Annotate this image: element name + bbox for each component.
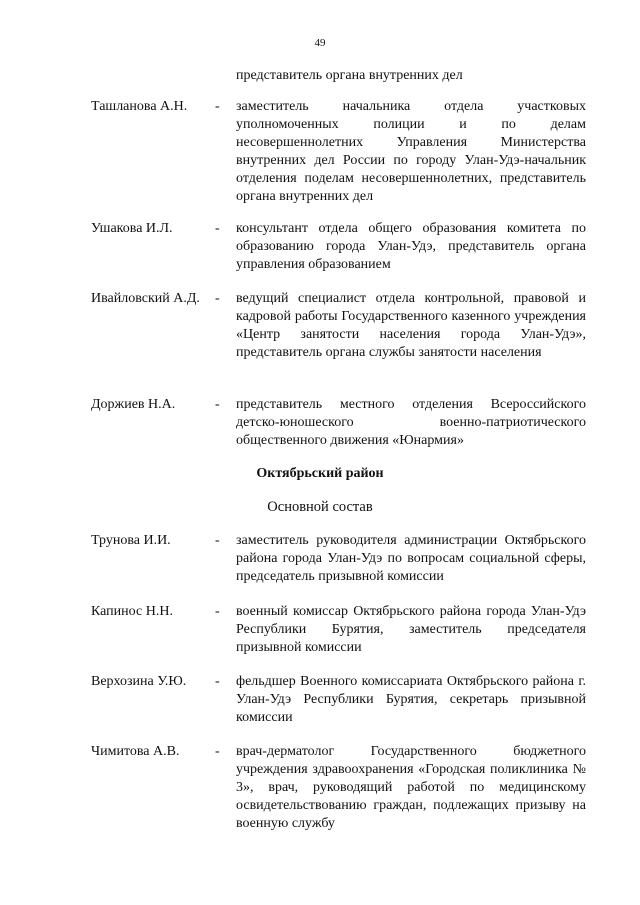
page-number: 49 (314, 37, 326, 49)
continuation-text: представитель органа внутренних дел (236, 68, 463, 83)
member-description: врач-дерматолог Государственного бюджетного учреждения здравоохранения «Городская поликлиника № 3», врач, руководящий работой по медицинскому освидетельствованию граждан, подлежащих призыву на военную службу (236, 744, 586, 831)
member-name: Ташланова А.Н. (91, 99, 188, 114)
member-description: заместитель руководителя администрации Октябрьского района города Улан-Удэ по вопросам социальной сферы, председатель призывной комиссии (236, 533, 586, 584)
member-name: Трунова И.И. (91, 533, 171, 548)
member-dash: - (215, 99, 220, 114)
member-name: Капинос Н.Н. (91, 604, 173, 619)
member-description: заместитель начальника отдела участковых уполномоченных полиции и по делам несовершеннолетних Управления Министерства внутренних дел России по городу Улан-Удэ-начальник отделения поделам несовершеннолетних, представитель органа внутренних дел (236, 99, 586, 204)
member-name: Доржиев Н.А. (91, 397, 176, 412)
member-name: Чимитова А.В. (91, 744, 180, 759)
member-dash: - (215, 533, 220, 548)
member-description: консультант отдела общего образования комитета по образованию города Улан-Удэ, представитель органа управления образованием (236, 221, 586, 272)
member-description: фельдшер Военного комиссариата Октябрьского района г. Улан-Удэ Республики Бурятия, секретарь призывной комиссии (236, 674, 586, 725)
member-description: представитель местного отделения Всероссийского детско-юношеского военно-патриотического общественного движения «Юнармия» (236, 397, 586, 448)
member-description: ведущий специалист отдела контрольной, правовой и кадровой работы Государственного казенного учреждения «Центр занятости населения города Улан-Удэ», представитель органа службы занятости населения (236, 291, 586, 360)
member-name: Ивайловский А.Д. (91, 291, 200, 306)
member-name: Ушакова И.Л. (91, 221, 173, 236)
member-name: Верхозина У.Ю. (91, 674, 187, 689)
district-heading: Октябрьский район (256, 466, 384, 481)
member-dash: - (215, 674, 220, 689)
member-dash: - (215, 291, 220, 306)
member-dash: - (215, 397, 220, 412)
member-description: военный комиссар Октябрьского района города Улан-Удэ Республики Бурятия, заместитель председателя призывной комиссии (236, 604, 586, 655)
composition-heading: Основной состав (267, 499, 373, 515)
member-dash: - (215, 221, 220, 236)
member-dash: - (215, 744, 220, 759)
member-dash: - (215, 604, 220, 619)
